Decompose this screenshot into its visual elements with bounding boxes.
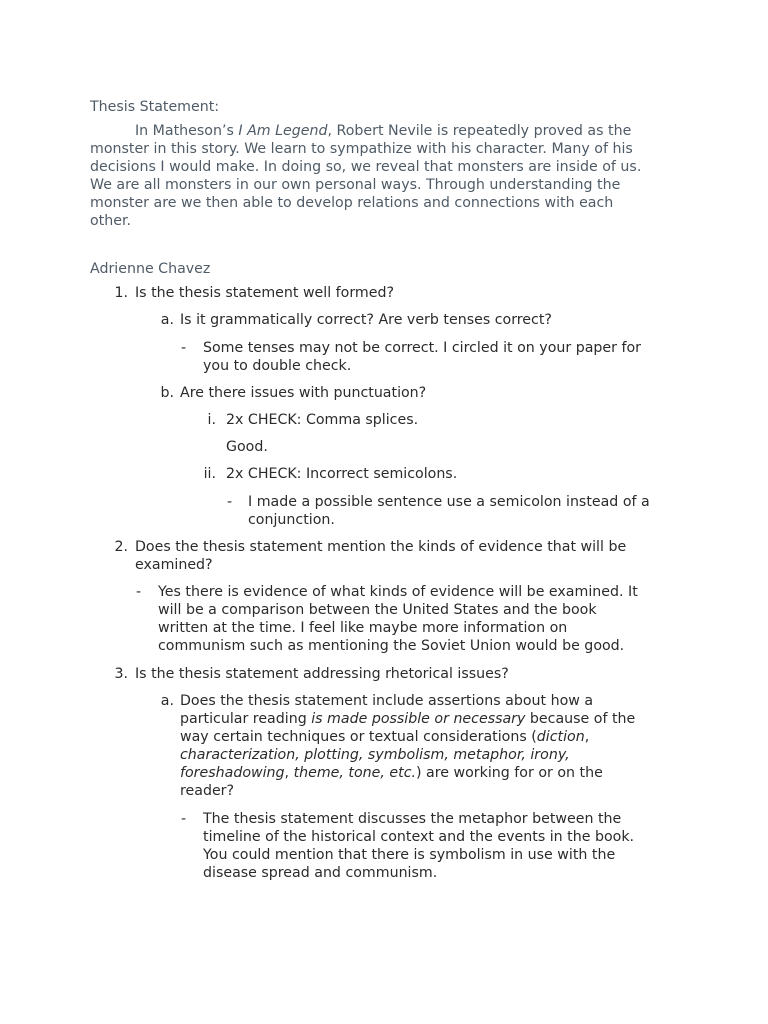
comment-2-line-4: communism such as mentioning the Soviet Union would be good. xyxy=(158,638,625,654)
question-1b: Are there issues with punctuation? xyxy=(180,385,427,401)
question-2-line-2: examined? xyxy=(135,557,213,573)
dash-bullet: - xyxy=(227,494,233,510)
question-3: Is the thesis statement addressing rhetorical issues? xyxy=(135,666,509,682)
dash-bullet: - xyxy=(181,811,187,827)
list-marker: a. xyxy=(160,312,174,328)
list-marker: 1. xyxy=(114,285,128,301)
list-marker: i. xyxy=(207,412,216,428)
comment-3a-line-2: timeline of the historical context and the events in the book. xyxy=(203,829,635,845)
dash-bullet: - xyxy=(181,340,187,356)
comment-1a-line-2: you to double check. xyxy=(203,358,352,374)
thesis-line-4: We are all monsters in our own personal ways. Through understanding the xyxy=(90,177,621,193)
dash-bullet: - xyxy=(136,584,142,600)
check-semicolons: 2x CHECK: Incorrect semicolons. xyxy=(226,466,458,482)
comment-3a-line-4: disease spread and communism. xyxy=(203,865,438,881)
comment-3a-line-3: You could mention that there is symbolism in use with the xyxy=(203,847,616,863)
reviewer-name: Adrienne Chavez xyxy=(90,261,211,277)
thesis-heading: Thesis Statement: xyxy=(90,99,220,115)
question-1a: Is it grammatically correct? Are verb tenses correct? xyxy=(180,312,552,328)
thesis-line-1: In Matheson’s I Am Legend, Robert Nevile is repeatedly proved as the xyxy=(135,123,632,139)
question-3a-line-1: Does the thesis statement include assertions about how a xyxy=(180,693,594,709)
comment-2-line-3: written at the time. I feel like maybe more information on xyxy=(158,620,568,636)
book-title: I Am Legend xyxy=(238,123,328,139)
question-3a-line-4: characterization, plotting, symbolism, metaphor, irony, xyxy=(180,747,570,763)
list-marker: 3. xyxy=(114,666,128,682)
thesis-line-5: monster are we then able to develop relations and connections with each xyxy=(90,195,614,211)
comment-3a-line-1: The thesis statement discusses the metaphor between the xyxy=(203,811,622,827)
comment-1a-line-1: Some tenses may not be correct. I circled it on your paper for xyxy=(203,340,641,356)
thesis-line-6: other. xyxy=(90,213,132,229)
check-comma-splices: 2x CHECK: Comma splices. xyxy=(226,412,419,428)
question-3a-line-6: reader? xyxy=(180,783,235,799)
question-1: Is the thesis statement well formed? xyxy=(135,285,395,301)
question-2-line-1: Does the thesis statement mention the kinds of evidence that will be xyxy=(135,539,627,555)
question-3a-line-3: way certain techniques or textual considerations (diction, xyxy=(180,729,590,745)
question-3a-line-2: particular reading is made possible or necessary because of the xyxy=(180,711,636,727)
check-note: Good. xyxy=(226,439,268,455)
thesis-line-2: monster in this story. We learn to sympathize with his character. Many of his xyxy=(90,141,633,157)
list-marker: ii. xyxy=(203,466,216,482)
comment-1b-line-2: conjunction. xyxy=(248,512,335,528)
question-3a-line-5: foreshadowing, theme, tone, etc.) are working for or on the xyxy=(180,765,603,781)
list-marker: 2. xyxy=(114,539,128,555)
list-marker: a. xyxy=(160,693,174,709)
comment-2-line-1: Yes there is evidence of what kinds of evidence will be examined. It xyxy=(158,584,638,600)
comment-2-line-2: will be a comparison between the United States and the book xyxy=(158,602,597,618)
thesis-line-3: decisions I would make. In doing so, we reveal that monsters are inside of us. xyxy=(90,159,642,175)
comment-1b-line-1: I made a possible sentence use a semicolon instead of a xyxy=(248,494,650,510)
list-marker: b. xyxy=(160,385,174,401)
